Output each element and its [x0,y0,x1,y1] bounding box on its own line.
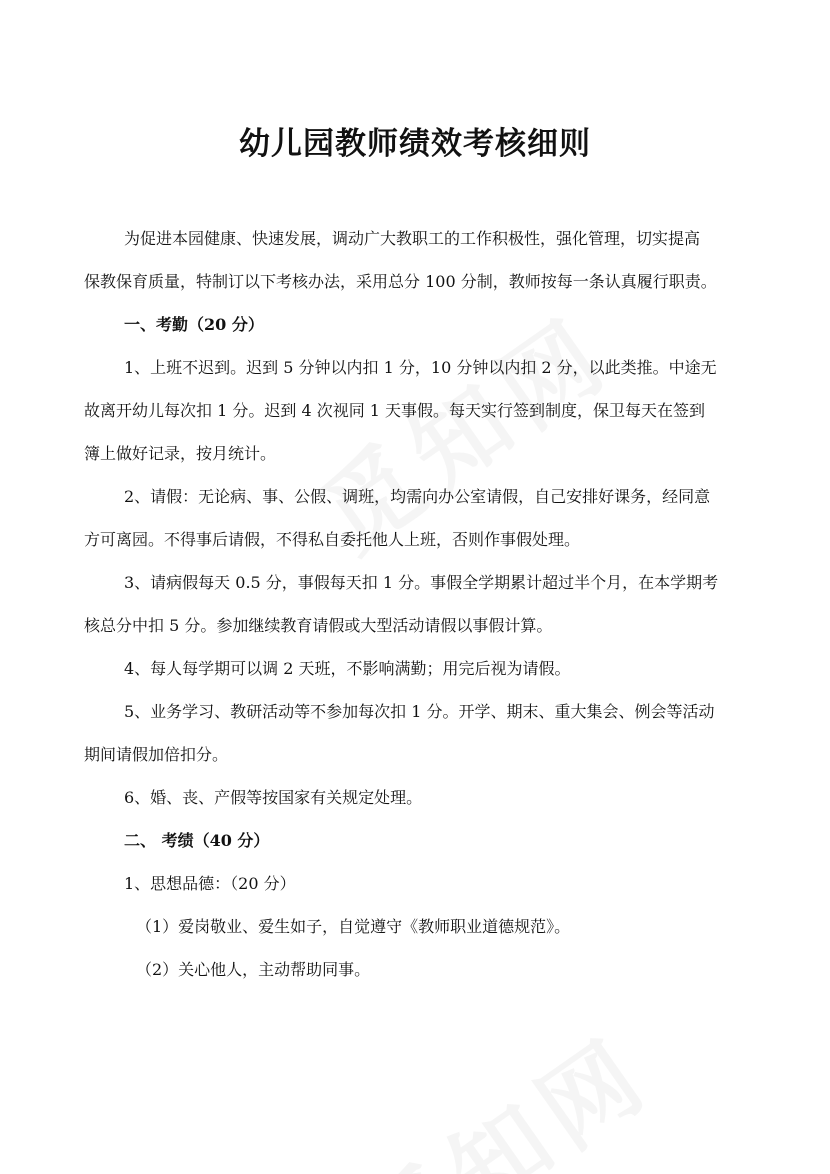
section-heading-attendance: 一、考勤（20 分） [124,315,264,334]
intro-line: 保教保育质量，特制订以下考核办法，采用总分 100 分制，教师按每一条认真履行职责。 [84,272,717,291]
paragraph-line: 方可离园。不得事后请假，不得私自委托他人上班，否则作事假处理。 [84,530,581,549]
paragraph-line: 4、每人每学期可以调 2 天班，不影响满勤；用完后视为请假。 [124,659,571,678]
paragraph-line: 1、思想品德：（20 分） [124,874,296,893]
document-title: 幼儿园教师绩效考核细则 [239,126,591,162]
paragraph-line: 故离开幼儿每次扣 1 分。迟到 4 次视同 1 天事假。每天实行签到制度，保卫每天在签到 [84,401,706,420]
paragraph-line: 核总分中扣 5 分。参加继续教育请假或大型活动请假以事假计算。 [84,616,553,635]
watermark [330,999,674,1174]
paragraph-line: 1、上班不迟到。迟到 5 分钟以内扣 1 分，10 分钟以内扣 2 分，以此类推。中途无 [124,358,717,377]
paragraph-line: 簿上做好记录，按月统计。 [84,444,277,463]
paragraph-line: 2、请假：无论病、事、公假、调班，均需向办公室请假，自己安排好课务，经同意 [124,487,711,506]
paragraph-line: 5、业务学习、教研活动等不参加每次扣 1 分。开学、期末、重大集会、例会等活动 [124,702,715,721]
paragraph-line: 3、请病假每天 0.5 分，事假每天扣 1 分。事假全学期累计超过半个月，在本学期考 [124,573,719,592]
intro-line: 为促进本园健康、快速发展，调动广大教职工的工作积极性，强化管理，切实提高 [124,229,701,248]
paragraph-line: 期间请假加倍扣分。 [84,745,229,764]
paragraph-line: 6、婚、丧、产假等按国家有关规定处理。 [124,788,423,807]
sub-item-line: （1）爱岗敬业、爱生如子，自觉遵守《教师职业道德规范》。 [136,917,571,936]
document-body [84,217,748,991]
section-heading-performance: 二、 考绩（40 分） [124,831,270,850]
sub-item-line: （2）关心他人，主动帮助同事。 [136,960,371,979]
